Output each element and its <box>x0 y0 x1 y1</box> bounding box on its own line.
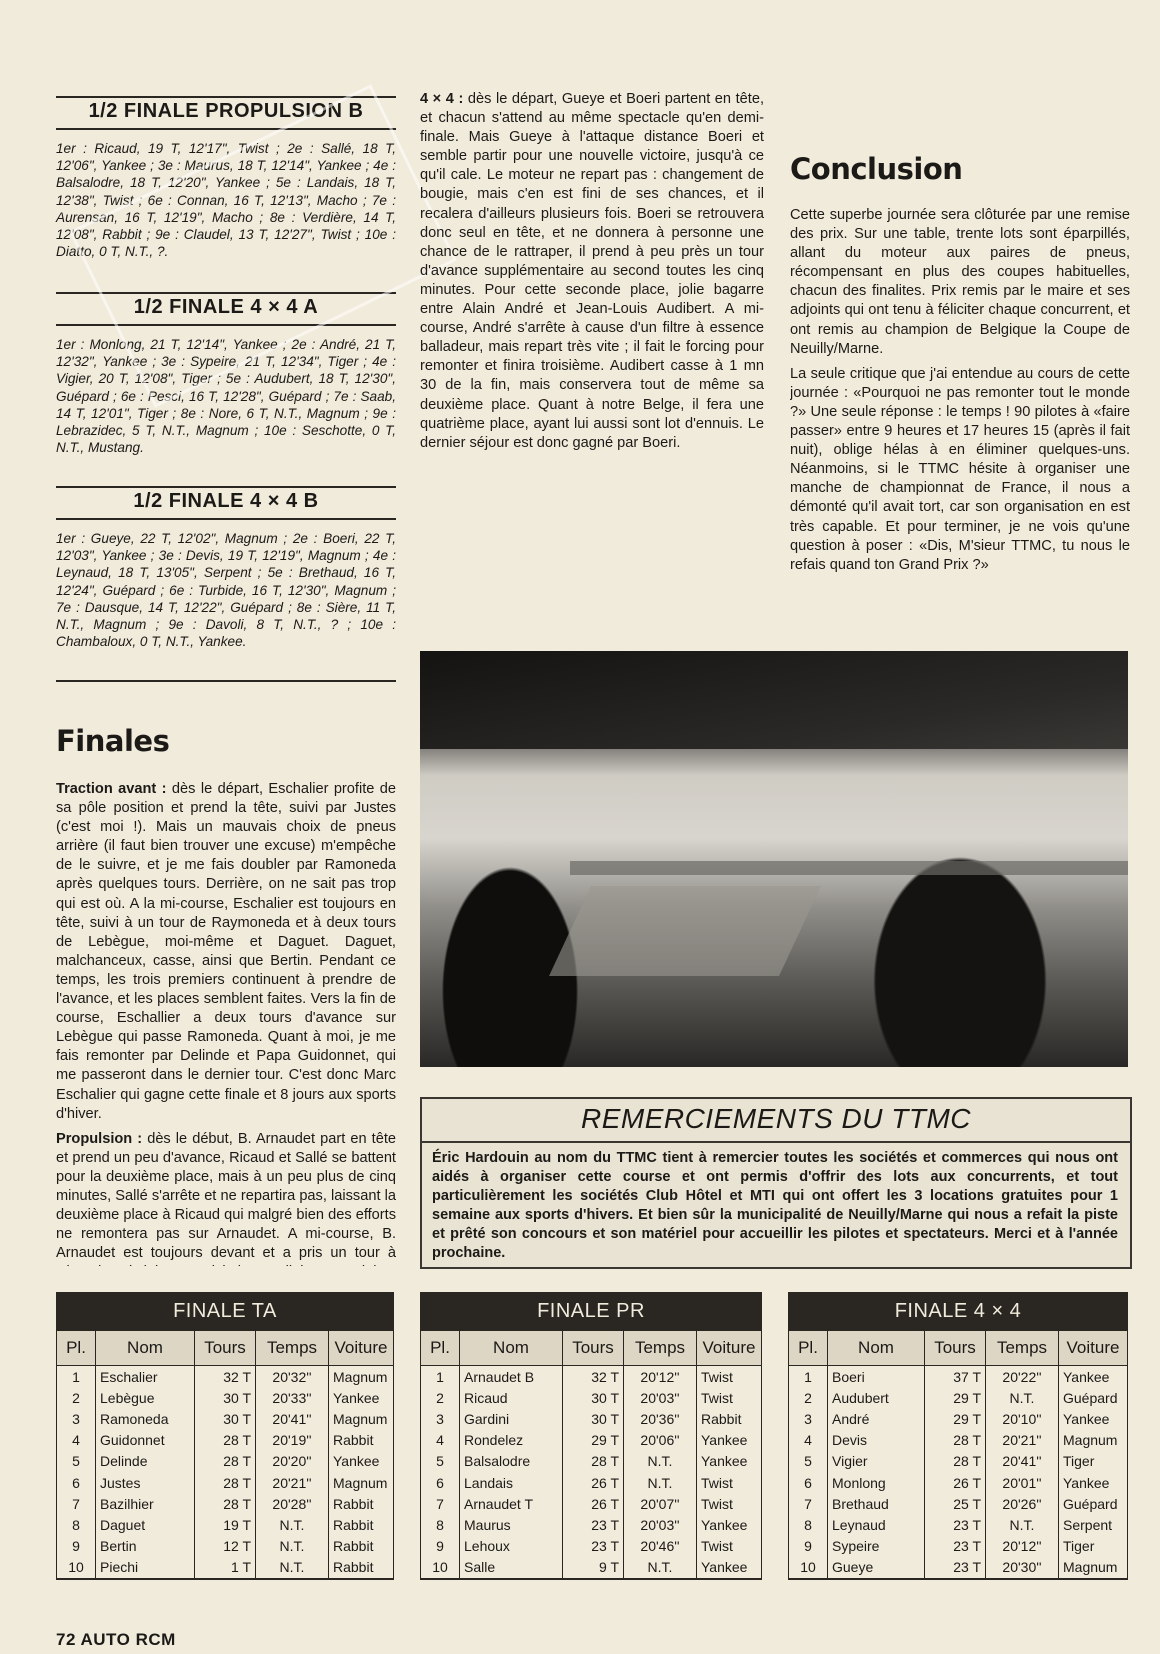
cell-name: Boeri <box>828 1366 925 1388</box>
cell-laps: 30 T <box>563 1408 624 1429</box>
cell-car: Twist <box>697 1366 762 1388</box>
cell-car: Magnum <box>329 1366 394 1388</box>
cell-laps: 30 T <box>195 1408 256 1429</box>
cell-place: 6 <box>57 1472 96 1493</box>
cell-time: 20'22'' <box>986 1366 1059 1388</box>
semi-title-4x4-a: 1/2 FINALE 4 × 4 A <box>133 296 319 318</box>
cell-name: Piechi <box>96 1557 195 1579</box>
table-row <box>57 1387 394 1408</box>
cell-place: 3 <box>421 1408 460 1429</box>
cell-laps: 1 T <box>195 1557 256 1579</box>
x4-lead: 4 × 4 : <box>420 91 464 107</box>
cell-name: Lebègue <box>96 1387 195 1408</box>
cell-car: Twist <box>697 1493 762 1514</box>
semi-results-4x4-a: 1er : Monlong, 21 T, 12'14", Yankee ; 2e : André, 21 T, 12'32", Yankee ; 3e : Sypeire, 21 T, 12'34", Tiger ; 4e : Vigier, 20 T, 12'08", Tiger ; 5e : Audubert, 18 T, 12'30", Guépard ; 6e : Pesci, 16 T, 12'28", Guépard ; 7e : Saab, 14 T, 12'01", Tiger ; 8e : Nore, 6 T, N.T., Magnum ; 9e : Lebrazidec, 5 T, N.T., Magnum ; 10e : Seschotte, 0 T, N.T., Mustang. <box>56 337 396 456</box>
cell-name: Landais <box>460 1472 563 1493</box>
table-row <box>421 1387 762 1408</box>
col-header-car: Voiture <box>329 1331 394 1366</box>
cell-place: 1 <box>789 1366 828 1388</box>
cell-place: 4 <box>57 1430 96 1451</box>
ta-text: dès le départ, Eschalier profite de sa pôle position et prend la tête, suivi par Justes (c'est moi !). Mais un mauvais choix de pneus arrière (il faut bien trouver une excuse) m'empêche de le suivre, et je me fais doubler par Ramoneda après quelques tours. Derrière, on ne sait pas trop qui est où. A la mi-course, Eschalier est toujours en tête, suivi à un tour de Raymoneda et à deux tours de Lebègue, moi-même et Daguet. Daguet, malchanceux, casse, ainsi que Bertin. Pendant ce temps, les trois premiers continuent à prendre de l'avance, et les places semblent faites. Vers la fin de course, Eschallier a deux tours d'avance sur Lebègue qui passe Ramoneda. Quant à moi, je me fais remonter par Delinde et Papa Guidonnet, qui me passeront dans le dernier tour. C'est donc Marc Eschalier qui gagne cette finale et 8 jours aux sports d'hiver. <box>56 781 396 1122</box>
cell-laps: 26 T <box>563 1493 624 1514</box>
table-row <box>789 1451 1128 1472</box>
cell-time: 20'28'' <box>256 1493 329 1514</box>
thanks-box <box>420 1097 1132 1269</box>
table-row <box>57 1430 394 1451</box>
x4-text: dès le départ, Gueye et Boeri partent en tête, et chacun s'attend au même spectacle qu'en demi-finale. Mais Gueye à l'attaque distance Boeri et semble partir pour une nouvelle victoire, jusqu'à ce qu'il cale. Le moteur ne repart pas : changement de bougie, mais c'en est fini de ses chances, et il recalera d'ailleurs plusieurs fois. Boeri se retrouvera donc seul en tête, et ne donnera à personne une chance de le rattraper, il prend à peu près un tour d'avance supplémentaire au second toutes les cinq minutes. Pour cette seconde place, jolie bagarre entre Alain André et Jean-Louis Audibert. A mi-course, André s'arrête à cause d'un filtre à essence balladeur, mais repart très vite ; il fait le forcing pour remonter et finira troisième. Audibert casse à 1 mn 30 de la fin, mais conservera tout de même sa deuxième place. Quant à notre Belge, il fera une quatrième place, ayant lui aussi sont lot d'ennuis. Le dernier séjour est donc gagné par Boeri. <box>420 91 764 451</box>
cell-time: 20'32'' <box>256 1366 329 1388</box>
cell-time: N.T. <box>986 1387 1059 1408</box>
cell-place: 8 <box>789 1514 828 1535</box>
table-row <box>789 1430 1128 1451</box>
table-row <box>789 1366 1128 1388</box>
conclusion-text <box>790 206 1130 638</box>
cell-place: 9 <box>421 1536 460 1557</box>
thanks-body: Éric Hardouin au nom du TTMC tient à remercier toutes les sociétés et commerces qui nous ont aidés à organiser cette course et ont permis d'offrir des lots aux concurrents, et tout particulièrement les sociétés Club Hôtel et MTI qui ont offert les 3 locations gratuites pour 1 semaine aux sports d'hivers. Et bien sûr la municipalité de Neuilly/Marne qui nous a refait la piste et prêté son concours et son matériel pour accueillir les pilotes et spectateurs. Merci et à l'année prochaine. <box>432 1150 1118 1261</box>
table-row <box>421 1557 762 1579</box>
cell-place: 1 <box>421 1366 460 1388</box>
cell-time: N.T. <box>624 1472 697 1493</box>
col-header-time: Temps <box>624 1331 697 1366</box>
divider <box>56 486 396 488</box>
cell-laps: 28 T <box>925 1430 986 1451</box>
cell-name: Justes <box>96 1472 195 1493</box>
cell-name: Salle <box>460 1557 563 1579</box>
cell-place: 1 <box>57 1366 96 1388</box>
cell-place: 8 <box>57 1514 96 1535</box>
table-row <box>57 1514 394 1535</box>
col-header-name: Nom <box>460 1331 563 1366</box>
cell-name: Sypeire <box>828 1536 925 1557</box>
cell-car: Guépard <box>1059 1387 1128 1408</box>
cell-time: N.T. <box>986 1514 1059 1535</box>
cell-laps: 23 T <box>563 1536 624 1557</box>
cell-name: Monlong <box>828 1472 925 1493</box>
cell-name: Guidonnet <box>96 1430 195 1451</box>
table-row <box>789 1557 1128 1579</box>
cell-place: 7 <box>421 1493 460 1514</box>
cell-laps: 32 T <box>195 1366 256 1388</box>
table-row <box>57 1472 394 1493</box>
table-row <box>789 1514 1128 1535</box>
cell-time: 20'33'' <box>256 1387 329 1408</box>
cell-time: 20'26'' <box>986 1493 1059 1514</box>
cell-name: Rondelez <box>460 1430 563 1451</box>
cell-laps: 29 T <box>925 1408 986 1429</box>
results-table-pr <box>420 1292 762 1580</box>
cell-name: Ramoneda <box>96 1408 195 1429</box>
cell-car: Yankee <box>329 1387 394 1408</box>
cell-time: 20'46'' <box>624 1536 697 1557</box>
table-row <box>57 1451 394 1472</box>
cell-time: 20'03'' <box>624 1514 697 1535</box>
cell-car: Yankee <box>1059 1366 1128 1388</box>
cell-name: Bazilhier <box>96 1493 195 1514</box>
cell-name: Vigier <box>828 1451 925 1472</box>
cell-laps: 30 T <box>563 1387 624 1408</box>
table-row <box>421 1472 762 1493</box>
col-header-time: Temps <box>986 1331 1059 1366</box>
cell-car: Guépard <box>1059 1493 1128 1514</box>
cell-name: Lehoux <box>460 1536 563 1557</box>
cell-place: 6 <box>421 1472 460 1493</box>
col-header-time: Temps <box>256 1331 329 1366</box>
table-row <box>57 1557 394 1579</box>
table-row <box>421 1430 762 1451</box>
cell-name: Maurus <box>460 1514 563 1535</box>
cell-car: Yankee <box>697 1451 762 1472</box>
cell-laps: 37 T <box>925 1366 986 1388</box>
cell-car: Yankee <box>329 1451 394 1472</box>
cell-time: N.T. <box>624 1557 697 1579</box>
cell-laps: 26 T <box>563 1472 624 1493</box>
finales-heading: Finales <box>56 724 170 758</box>
cell-car: Yankee <box>697 1557 762 1579</box>
cell-car: Rabbit <box>329 1536 394 1557</box>
table-row <box>421 1451 762 1472</box>
table-row <box>57 1493 394 1514</box>
cell-car: Rabbit <box>329 1430 394 1451</box>
col-header-place: Pl. <box>789 1331 828 1366</box>
cell-place: 10 <box>421 1557 460 1579</box>
cell-car: Rabbit <box>329 1514 394 1535</box>
cell-car: Magnum <box>1059 1557 1128 1579</box>
pr-text: dès le début, B. Arnaudet part en tête et prend un peu d'avance, Ricaud et Sallé se battent pour la deuxième place, mais à un peu plus de cinq minutes, Sallé s'arrête et ne repartira pas, laissant la deuxième place à Ricaud qui malgré bien des efforts ne remontera pas sur Arnaudet. A mi-course, B. Arnaudet est toujours devant et a pris un tour à <box>56 1130 396 1262</box>
finales-text-col1 <box>56 780 396 1266</box>
cell-laps: 23 T <box>925 1536 986 1557</box>
cell-laps: 25 T <box>925 1493 986 1514</box>
cell-place: 2 <box>421 1387 460 1408</box>
cell-name: Leynaud <box>828 1514 925 1535</box>
cell-laps: 23 T <box>925 1514 986 1535</box>
cell-car: Twist <box>697 1387 762 1408</box>
cell-time: N.T. <box>256 1514 329 1535</box>
cell-laps: 28 T <box>563 1451 624 1472</box>
cell-laps: 19 T <box>195 1514 256 1535</box>
cell-time: 20'41'' <box>256 1408 329 1429</box>
divider <box>56 518 396 520</box>
col-header-place: Pl. <box>421 1331 460 1366</box>
cell-car: Yankee <box>697 1514 762 1535</box>
cell-time: N.T. <box>624 1451 697 1472</box>
cell-name: Gardini <box>460 1408 563 1429</box>
cell-laps: 23 T <box>563 1514 624 1535</box>
cell-time: 20'30'' <box>986 1557 1059 1579</box>
cell-place: 5 <box>421 1451 460 1472</box>
cell-time: 20'21'' <box>986 1430 1059 1451</box>
cell-name: Audubert <box>828 1387 925 1408</box>
cell-laps: 29 T <box>563 1430 624 1451</box>
conclusion-paragraph: La seule critique que j'ai entendue au cours de cette journée : «Pourquoi ne pas remonter tout le monde ?» Une seule réponse : le temps ! 90 pilotes à «faire passer» entre 9 heures et 17 heures 15 (après il fait nuit), oblige hélas à en éliminer quelques-uns. Néanmoins, si le TTMC hésite à organiser une manche de championnat de France, il nous a démonté qu'il avait tort, car son organisation en est très capable. Et pour terminer, je ne vois qu'une question à poser : «Dis, M'sieur TTMC, tu nous le refais quand ton Grand Prix ?» <box>790 365 1130 573</box>
cell-car: Twist <box>697 1536 762 1557</box>
cell-car: Serpent <box>1059 1514 1128 1535</box>
cell-name: Balsalodre <box>460 1451 563 1472</box>
col-header-name: Nom <box>96 1331 195 1366</box>
cell-laps: 32 T <box>563 1366 624 1388</box>
semi-results-4x4-b: 1er : Gueye, 22 T, 12'02", Magnum ; 2e : Boeri, 22 T, 12'03", Yankee ; 3e : Devis, 19 T, 12'19", Magnum ; 4e : Leynaud, 18 T, 13'05", Serpent ; 5e : Brethaud, 16 T, 12'24", Guépard ; 6e : Turbide, 16 T, 12'30", Magnum ; 7e : Dausque, 14 T, 12'22", Guépard ; 8e : Sière, 11 T, N.T., Magnum ; 9e : Davoli, 8 T, N.T., ? ; 10e : Chambaloux, 0 T, N.T., Yankee. <box>56 531 396 650</box>
cell-car: Rabbit <box>329 1557 394 1579</box>
cell-time: 20'06'' <box>624 1430 697 1451</box>
cell-time: 20'03'' <box>624 1387 697 1408</box>
cell-place: 6 <box>789 1472 828 1493</box>
table-title: FINALE 4 × 4 <box>788 1292 1128 1330</box>
cell-place: 9 <box>57 1536 96 1557</box>
semi-title-propulsion-b: 1/2 FINALE PROPULSION B <box>88 100 364 122</box>
cell-laps: 28 T <box>195 1472 256 1493</box>
cell-place: 3 <box>57 1408 96 1429</box>
cell-place: 3 <box>789 1408 828 1429</box>
cell-place: 5 <box>57 1451 96 1472</box>
cell-place: 10 <box>789 1557 828 1579</box>
cell-place: 4 <box>421 1430 460 1451</box>
cell-car: Twist <box>697 1472 762 1493</box>
cell-time: N.T. <box>256 1536 329 1557</box>
col-header-place: Pl. <box>57 1331 96 1366</box>
cell-car: Yankee <box>1059 1472 1128 1493</box>
cell-name: André <box>828 1408 925 1429</box>
cell-name: Devis <box>828 1430 925 1451</box>
cell-laps: 28 T <box>925 1451 986 1472</box>
cell-laps: 12 T <box>195 1536 256 1557</box>
cell-time: 20'20'' <box>256 1451 329 1472</box>
table-row <box>421 1536 762 1557</box>
col-header-laps: Tours <box>925 1331 986 1366</box>
cell-name: Delinde <box>96 1451 195 1472</box>
cell-place: 4 <box>789 1430 828 1451</box>
table-row <box>421 1493 762 1514</box>
cell-time: 20'12'' <box>986 1536 1059 1557</box>
cell-laps: 28 T <box>195 1430 256 1451</box>
cell-laps: 9 T <box>563 1557 624 1579</box>
cell-time: 20'10'' <box>986 1408 1059 1429</box>
cell-car: Yankee <box>1059 1408 1128 1429</box>
cell-name: Ricaud <box>460 1387 563 1408</box>
table-row <box>57 1366 394 1388</box>
cell-time: N.T. <box>256 1557 329 1579</box>
cell-time: 20'21'' <box>256 1472 329 1493</box>
cell-place: 10 <box>57 1557 96 1579</box>
cell-car: Magnum <box>329 1408 394 1429</box>
cell-name: Daguet <box>96 1514 195 1535</box>
cell-name: Arnaudet T <box>460 1493 563 1514</box>
cell-laps: 28 T <box>195 1451 256 1472</box>
table-row <box>789 1536 1128 1557</box>
cell-car: Magnum <box>1059 1430 1128 1451</box>
table-row <box>789 1387 1128 1408</box>
photo-awning <box>420 651 1128 749</box>
photo-track <box>549 886 821 976</box>
divider <box>56 680 396 682</box>
table-row <box>421 1366 762 1388</box>
conclusion-paragraph: Cette superbe journée sera clôturée par une remise des prix. Sur une table, trente lots sont éparpillés, allant du moteur aux paires de pneus, récompensant en plus des coupes habituelles, chacun des finalites. Prix remis par le maire et ses adjoints qui ont tenu à féliciter chaque concurrent, et ont remis au champion de Belgique la Coupe de Neuilly/Marne. <box>790 207 1130 357</box>
semi-results-propulsion-b: 1er : Ricaud, 19 T, 12'17", Twist ; 2e : Sallé, 18 T, 12'06", Yankee ; 3e : Maurus, 18 T, 12'14", Yankee ; 4e : Balsalodre, 18 T, 12'20", Yankee ; 5e : Landais, 18 T, 12'38", Twist ; 6e : Connan, 16 T, 12'13", Macho ; 7e : Aurensan, 16 T, 12'19", Macho ; 8e : Verdière, 14 T, 12'08", Rabbit ; 9e : Claudel, 13 T, 12'27", Twist ; 10e : Diatto, 0 T, N.T., ?. <box>56 141 396 260</box>
cell-car: Tiger <box>1059 1536 1128 1557</box>
cell-place: 8 <box>421 1514 460 1535</box>
cell-laps: 28 T <box>195 1493 256 1514</box>
col-header-laps: Tours <box>195 1331 256 1366</box>
cell-name: Brethaud <box>828 1493 925 1514</box>
page-footer: 72 AUTO RCM <box>56 1630 176 1649</box>
col-header-car: Voiture <box>1059 1331 1128 1366</box>
cell-time: 20'12'' <box>624 1366 697 1388</box>
cell-car: Magnum <box>329 1472 394 1493</box>
cell-car: Rabbit <box>697 1408 762 1429</box>
table-row <box>789 1493 1128 1514</box>
results-table-4x4 <box>788 1292 1128 1580</box>
cell-car: Tiger <box>1059 1451 1128 1472</box>
cell-name: Eschalier <box>96 1366 195 1388</box>
cell-time: 20'36'' <box>624 1408 697 1429</box>
col-header-name: Nom <box>828 1331 925 1366</box>
table-row <box>57 1536 394 1557</box>
cell-laps: 30 T <box>195 1387 256 1408</box>
cell-place: 2 <box>789 1387 828 1408</box>
pr-lead: Propulsion : <box>56 1130 143 1147</box>
cell-place: 9 <box>789 1536 828 1557</box>
table-row <box>789 1408 1128 1429</box>
thanks-title: REMERCIEMENTS DU TTMC <box>580 1103 972 1134</box>
cell-place: 2 <box>57 1387 96 1408</box>
cell-car: Yankee <box>697 1430 762 1451</box>
table-title: FINALE PR <box>420 1292 762 1330</box>
table-title: FINALE TA <box>56 1292 394 1330</box>
finales-text-col2 <box>420 90 764 638</box>
cell-time: 20'01'' <box>986 1472 1059 1493</box>
cell-car: Rabbit <box>329 1493 394 1514</box>
cell-name: Bertin <box>96 1536 195 1557</box>
semi-title-4x4-b: 1/2 FINALE 4 × 4 B <box>133 490 319 512</box>
cell-place: 7 <box>789 1493 828 1514</box>
conclusion-heading: Conclusion <box>790 152 963 186</box>
cell-time: 20'07'' <box>624 1493 697 1514</box>
cell-laps: 29 T <box>925 1387 986 1408</box>
col-header-laps: Tours <box>563 1331 624 1366</box>
table-row <box>421 1514 762 1535</box>
photo-treeline <box>570 861 1128 875</box>
results-table-ta <box>56 1292 394 1580</box>
cell-time: 20'41'' <box>986 1451 1059 1472</box>
divider <box>422 1141 1130 1143</box>
table-row <box>789 1472 1128 1493</box>
cell-name: Arnaudet B <box>460 1366 563 1388</box>
col-header-car: Voiture <box>697 1331 762 1366</box>
cell-laps: 23 T <box>925 1557 986 1579</box>
spectators-photo <box>420 651 1128 1067</box>
ta-lead: Traction avant : <box>56 781 167 797</box>
cell-laps: 26 T <box>925 1472 986 1493</box>
cell-name: Gueye <box>828 1557 925 1579</box>
cell-place: 7 <box>57 1493 96 1514</box>
cell-place: 5 <box>789 1451 828 1472</box>
cell-time: 20'19'' <box>256 1430 329 1451</box>
table-row <box>421 1408 762 1429</box>
table-row <box>57 1408 394 1429</box>
